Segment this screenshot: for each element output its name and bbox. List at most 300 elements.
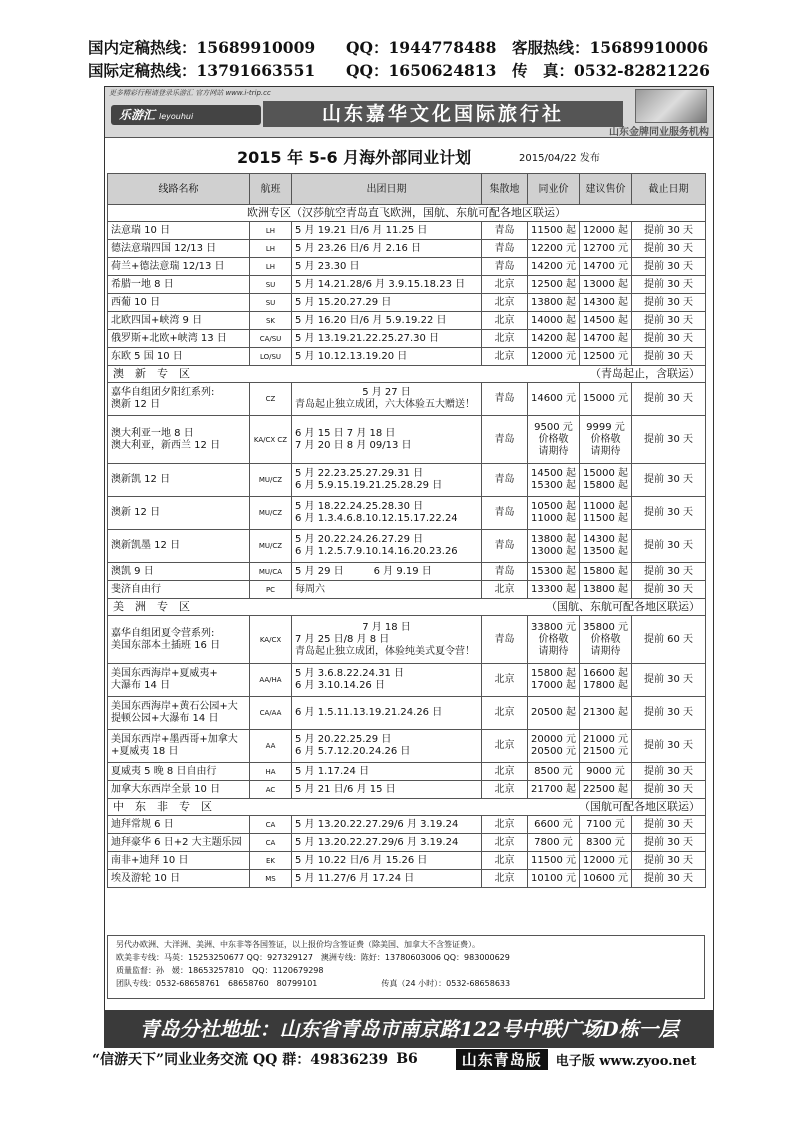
deadline: 提前 30 天 bbox=[632, 330, 706, 348]
departure-dates bbox=[292, 616, 482, 664]
section-title: 欧洲专区（汉莎航空青岛直飞欧洲，国航、东航可配各地区联运） bbox=[247, 206, 566, 219]
flight-code: AC bbox=[250, 781, 292, 799]
flight-code: MU/CZ bbox=[250, 530, 292, 563]
section-title-row bbox=[111, 207, 702, 219]
retail-price bbox=[580, 816, 632, 834]
retail-price bbox=[580, 497, 632, 530]
trade-price-line: 11500 元 bbox=[531, 854, 576, 866]
hotline-block bbox=[88, 36, 728, 82]
departure-dates-line: 6 月 15 日 7 月 18 日 bbox=[295, 427, 396, 439]
hub-city: 北京 bbox=[482, 781, 528, 799]
route-name bbox=[108, 497, 250, 530]
hub-city: 青岛 bbox=[482, 464, 528, 497]
hub-city: 北京 bbox=[482, 816, 528, 834]
deadline: 提前 30 天 bbox=[632, 781, 706, 799]
flight-code: KA/CX CZ bbox=[250, 416, 292, 464]
qq-number: QQ：1650624813 bbox=[346, 61, 497, 80]
route-name-line: 澳新 12 日 bbox=[111, 399, 161, 410]
website: 电子版 www.zyoo.net bbox=[555, 1053, 697, 1069]
retail-price-line: 14300 起 bbox=[583, 296, 628, 308]
trade-price-line: 20000 元 bbox=[531, 734, 576, 745]
departure-dates-line: 5 月 10.22 日/6 月 15.26 日 bbox=[295, 854, 428, 866]
service-hotline: 客服热线：15689910006 bbox=[512, 38, 709, 57]
table-row bbox=[108, 464, 706, 497]
retail-price bbox=[580, 664, 632, 697]
flight-code: KA/CX bbox=[250, 616, 292, 664]
trade-price bbox=[528, 464, 580, 497]
trade-price-line: 14000 起 bbox=[531, 314, 576, 326]
route-name bbox=[108, 312, 250, 330]
flight-code: LH bbox=[250, 222, 292, 240]
retail-price bbox=[580, 852, 632, 870]
agency-name: 山东嘉华文化国际旅行社 bbox=[263, 101, 623, 127]
departure-dates-line: 5 月 23.26 日/6 月 2.16 日 bbox=[295, 242, 422, 254]
table-row bbox=[108, 816, 706, 834]
flight-code: AA/HA bbox=[250, 664, 292, 697]
deadline: 提前 30 天 bbox=[632, 581, 706, 599]
retail-price-line: 12000 元 bbox=[583, 854, 628, 866]
trade-price bbox=[528, 730, 580, 763]
departure-dates-line: 5 月 3.6.8.22.24.31 日 bbox=[295, 668, 405, 679]
route-name bbox=[108, 276, 250, 294]
retail-price bbox=[580, 330, 632, 348]
departure-dates bbox=[292, 563, 482, 581]
route-name bbox=[108, 834, 250, 852]
agency-banner bbox=[105, 87, 713, 138]
trade-price-line: 12500 起 bbox=[531, 278, 576, 290]
route-name-line: 夏威夷 5 晚 8 日自由行 bbox=[111, 765, 217, 777]
hub-city: 青岛 bbox=[482, 497, 528, 530]
domestic-hotline: 国内定稿热线：15689910009 bbox=[88, 38, 316, 57]
trade-price-line: 33800 元 bbox=[531, 621, 576, 633]
trade-price-line: 11000 起 bbox=[531, 513, 576, 524]
retail-price-line: 12700 元 bbox=[583, 242, 628, 254]
retail-price-line: 16600 起 bbox=[583, 668, 628, 679]
trade-price bbox=[528, 697, 580, 730]
deadline: 提前 30 天 bbox=[632, 294, 706, 312]
hub-city: 青岛 bbox=[482, 240, 528, 258]
table-row bbox=[108, 240, 706, 258]
section-note: （国航、东航可配各地区联运） bbox=[546, 600, 700, 613]
route-name-line: 嘉华自组团夏令营系列: bbox=[111, 627, 215, 639]
section-title-cell bbox=[108, 599, 706, 616]
banner-photo bbox=[635, 89, 707, 123]
retail-price-line: 21300 起 bbox=[583, 707, 628, 718]
header-cell: 线路名称 bbox=[108, 174, 250, 205]
route-name-line: 迪拜豪华 6 日+2 大主题乐园 bbox=[111, 836, 242, 848]
retail-price bbox=[580, 416, 632, 464]
retail-price-line: 8300 元 bbox=[586, 836, 625, 848]
table-row bbox=[108, 222, 706, 240]
route-name-line: 美国东西海岸+夏威夷+ bbox=[111, 668, 218, 679]
trade-price-line: 14600 元 bbox=[531, 393, 576, 404]
route-name bbox=[108, 763, 250, 781]
trade-price-line: 15800 起 bbox=[531, 668, 576, 679]
route-name bbox=[108, 697, 250, 730]
table-row bbox=[108, 416, 706, 464]
deadline: 提前 30 天 bbox=[632, 497, 706, 530]
retail-price bbox=[580, 464, 632, 497]
trade-price bbox=[528, 497, 580, 530]
logo-en: leyouhui bbox=[159, 112, 194, 121]
departure-dates-line: 5 月 19.21 日/6 月 11.25 日 bbox=[295, 224, 428, 236]
gold-badge: 山东金牌同业服务机构 bbox=[609, 127, 709, 138]
hub-city: 北京 bbox=[482, 294, 528, 312]
trade-price-line: 6600 元 bbox=[534, 818, 573, 830]
flight-code: HA bbox=[250, 763, 292, 781]
table-row bbox=[108, 497, 706, 530]
hub-city: 青岛 bbox=[482, 222, 528, 240]
retail-price-line: 9000 元 bbox=[586, 765, 625, 777]
departure-dates bbox=[292, 383, 482, 416]
retail-price bbox=[580, 383, 632, 416]
departure-dates-line: 6 月 1.3.4.6.8.10.12.15.17.22.24 bbox=[295, 513, 458, 524]
deadline: 提前 30 天 bbox=[632, 276, 706, 294]
publish-date: 2015/04/22 发布 bbox=[519, 153, 600, 164]
route-name bbox=[108, 294, 250, 312]
header-cell: 航班 bbox=[250, 174, 292, 205]
route-name bbox=[108, 664, 250, 697]
trade-price-line: 价格敬 bbox=[538, 433, 569, 445]
trade-price-line: 请期待 bbox=[538, 445, 569, 457]
retail-price bbox=[580, 697, 632, 730]
trade-price-line: 15300 起 bbox=[531, 565, 576, 577]
retail-price-line: 12500 元 bbox=[583, 350, 628, 362]
trade-price-line: 14500 起 bbox=[531, 468, 576, 479]
retail-price-line: 14700 元 bbox=[583, 260, 628, 272]
route-name-line: 大瀑布 14 日 bbox=[111, 680, 171, 691]
flight-code: AA bbox=[250, 730, 292, 763]
deadline: 提前 30 天 bbox=[632, 416, 706, 464]
retail-price-line: 请期待 bbox=[590, 445, 621, 457]
footnote-line: 质量监督：孙 媛：18653257810 QQ：1120679298 bbox=[116, 966, 324, 975]
advert-frame bbox=[104, 86, 714, 1048]
departure-dates bbox=[292, 276, 482, 294]
banner-slogan: 更多精彩行程请登录乐游汇 官方网站 www.i-trip.cc bbox=[109, 89, 271, 97]
route-name-line: 澳新凯 12 日 bbox=[111, 474, 171, 485]
route-name bbox=[108, 258, 250, 276]
section-title: 美 洲 专 区 bbox=[113, 600, 190, 613]
footnote-line: 团队专线：0532-68658761 68658760 80799101 传真（24 小时）：0532-68658633 bbox=[116, 979, 511, 988]
trade-price-line: 20500 起 bbox=[531, 707, 576, 718]
departure-dates-line: 5 月 21 日/6 月 15 日 bbox=[295, 783, 396, 795]
departure-dates-line: 5 月 16.20 日/6 月 5.9.19.22 日 bbox=[295, 314, 447, 326]
trade-price bbox=[528, 416, 580, 464]
departure-dates-line: 6 月 5.9.15.19.21.25.28.29 日 bbox=[295, 480, 443, 491]
trade-price-line: 14200 元 bbox=[531, 260, 576, 272]
table-row bbox=[108, 763, 706, 781]
departure-dates-line: 5 月 13.20.22.27.29/6 月 3.19.24 bbox=[295, 836, 459, 848]
section-header bbox=[108, 366, 706, 383]
departure-dates bbox=[292, 530, 482, 563]
route-name bbox=[108, 240, 250, 258]
hub-city: 北京 bbox=[482, 664, 528, 697]
route-name-line: 希腊一地 8 日 bbox=[111, 278, 174, 290]
trade-price-line: 12200 元 bbox=[531, 242, 576, 254]
route-name-line: 美国东西海岸+黄石公园+大 bbox=[111, 701, 238, 712]
trade-price bbox=[528, 348, 580, 366]
departure-dates-line: 7 月 25 日/8 月 8 日 bbox=[295, 633, 390, 645]
trade-price bbox=[528, 870, 580, 888]
retail-price bbox=[580, 563, 632, 581]
departure-dates bbox=[292, 852, 482, 870]
departure-dates-line: 5 月 13.19.21.22.25.27.30 日 bbox=[295, 332, 440, 344]
section-title: 中 东 非 专 区 bbox=[113, 800, 212, 813]
trade-price-line: 17000 起 bbox=[531, 680, 576, 691]
departure-dates-line: 7 月 18 日 bbox=[362, 621, 411, 633]
route-name-line: 荷兰+德法意瑞 12/13 日 bbox=[111, 260, 225, 272]
retail-price bbox=[580, 348, 632, 366]
trade-price-line: 20500 元 bbox=[531, 746, 576, 757]
retail-price-line: 35800 元 bbox=[583, 621, 628, 633]
departure-dates bbox=[292, 464, 482, 497]
route-name bbox=[108, 330, 250, 348]
retail-price-line: 14700 起 bbox=[583, 332, 628, 344]
route-name-line: 提顿公园+大瀑布 14 日 bbox=[111, 713, 219, 724]
table-row bbox=[108, 697, 706, 730]
route-name bbox=[108, 530, 250, 563]
flight-code: MS bbox=[250, 870, 292, 888]
departure-dates-line: 5 月 27 日 bbox=[362, 387, 411, 398]
retail-price-line: 14500 起 bbox=[583, 314, 628, 326]
departure-dates bbox=[292, 312, 482, 330]
deadline: 提前 30 天 bbox=[632, 834, 706, 852]
departure-dates-line: 5 月 10.12.13.19.20 日 bbox=[295, 350, 408, 362]
deadline: 提前 30 天 bbox=[632, 816, 706, 834]
table-row bbox=[108, 258, 706, 276]
retail-price bbox=[580, 781, 632, 799]
hub-city: 青岛 bbox=[482, 258, 528, 276]
route-name-line: 北欧四国+峡湾 9 日 bbox=[111, 314, 203, 326]
trade-price bbox=[528, 852, 580, 870]
retail-price-line: 11000 起 bbox=[583, 501, 628, 512]
route-table bbox=[107, 173, 706, 888]
deadline: 提前 30 天 bbox=[632, 870, 706, 888]
departure-note: 青岛起止独立成团，体验纯美式夏令营！ bbox=[295, 645, 475, 657]
retail-price bbox=[580, 834, 632, 852]
edition-label: 山东青岛版 bbox=[456, 1049, 548, 1070]
hub-city: 北京 bbox=[482, 348, 528, 366]
retail-price bbox=[580, 581, 632, 599]
trade-price bbox=[528, 258, 580, 276]
retail-price bbox=[580, 312, 632, 330]
trade-price-line: 10100 元 bbox=[531, 872, 576, 884]
retail-price-line: 17800 起 bbox=[583, 680, 628, 691]
retail-price bbox=[580, 258, 632, 276]
retail-price bbox=[580, 222, 632, 240]
trade-price-line: 8500 元 bbox=[534, 765, 573, 777]
trade-price-line: 9500 元 bbox=[534, 421, 573, 433]
retail-price-line: 14300 起 bbox=[583, 534, 628, 545]
flight-code: CA bbox=[250, 816, 292, 834]
retail-price-line: 21000 元 bbox=[583, 734, 628, 745]
route-name-line: 美国东西岸+墨西哥+加拿大 bbox=[111, 734, 238, 745]
departure-dates bbox=[292, 497, 482, 530]
departure-dates bbox=[292, 730, 482, 763]
departure-dates-line: 5 月 18.22.24.25.28.30 日 bbox=[295, 501, 424, 512]
retail-price-line: 15000 元 bbox=[583, 393, 628, 404]
trade-price bbox=[528, 616, 580, 664]
deadline: 提前 60 天 bbox=[632, 616, 706, 664]
departure-dates bbox=[292, 763, 482, 781]
deadline: 提前 30 天 bbox=[632, 222, 706, 240]
departure-dates-line: 6 月 3.10.14.26 日 bbox=[295, 680, 385, 691]
footnote-block bbox=[107, 935, 705, 999]
hub-city: 北京 bbox=[482, 730, 528, 763]
retail-price-line: 22500 起 bbox=[583, 783, 628, 795]
departure-dates-line: 5 月 20.22.25.29 日 bbox=[295, 734, 392, 745]
fax-number: 传 真：0532-82821226 bbox=[512, 61, 710, 80]
hub-city: 北京 bbox=[482, 870, 528, 888]
hub-city: 青岛 bbox=[482, 616, 528, 664]
leyouhui-logo bbox=[111, 105, 261, 125]
hub-city: 北京 bbox=[482, 330, 528, 348]
section-header bbox=[108, 799, 706, 816]
retail-price bbox=[580, 870, 632, 888]
retail-price-line: 15000 起 bbox=[583, 468, 628, 479]
retail-price-line: 15800 起 bbox=[583, 565, 628, 577]
route-name-line: 澳新 12 日 bbox=[111, 507, 161, 518]
trade-price bbox=[528, 222, 580, 240]
flight-code: PC bbox=[250, 581, 292, 599]
route-name bbox=[108, 416, 250, 464]
doc-title-bar bbox=[105, 145, 713, 169]
flight-code: LH bbox=[250, 258, 292, 276]
route-name bbox=[108, 852, 250, 870]
trade-price bbox=[528, 383, 580, 416]
departure-dates-line: 5 月 13.20.22.27.29/6 月 3.19.24 bbox=[295, 818, 459, 830]
trade-price bbox=[528, 294, 580, 312]
trade-price bbox=[528, 834, 580, 852]
trade-price bbox=[528, 276, 580, 294]
route-name bbox=[108, 616, 250, 664]
departure-dates bbox=[292, 581, 482, 599]
hub-city: 青岛 bbox=[482, 563, 528, 581]
route-name bbox=[108, 383, 250, 416]
retail-price bbox=[580, 294, 632, 312]
departure-dates bbox=[292, 416, 482, 464]
retail-price-line: 价格敬 bbox=[590, 633, 621, 645]
departure-dates bbox=[292, 330, 482, 348]
trade-price-line: 13300 起 bbox=[531, 583, 576, 595]
section-title-row bbox=[111, 368, 702, 380]
header-cell: 同业价 bbox=[528, 174, 580, 205]
route-name bbox=[108, 870, 250, 888]
footnote-line: 欧美非专线：马英：15253250677 QQ：927329127 澳洲专线：陈好：13780603006 QQ：983000629 bbox=[116, 953, 510, 962]
doc-title: 2015 年 5-6 月海外部同业计划 bbox=[237, 148, 472, 167]
departure-dates-line: 5 月 20.22.24.26.27.29 日 bbox=[295, 534, 424, 545]
flight-code: CA/SU bbox=[250, 330, 292, 348]
trade-price-line: 14200 起 bbox=[531, 332, 576, 344]
qq-number: QQ：1944778488 bbox=[346, 38, 497, 57]
table-row bbox=[108, 581, 706, 599]
trade-price bbox=[528, 563, 580, 581]
hotline-row bbox=[88, 36, 728, 59]
retail-price-line: 15800 起 bbox=[583, 480, 628, 491]
table-row bbox=[108, 834, 706, 852]
section-note: （青岛起止，含联运） bbox=[590, 367, 700, 380]
section-header bbox=[108, 205, 706, 222]
flight-code: SU bbox=[250, 294, 292, 312]
departure-dates-line: 5 月 22.23.25.27.29.31 日 bbox=[295, 468, 424, 479]
retail-price-line: 13500 起 bbox=[583, 546, 628, 557]
hub-city: 北京 bbox=[482, 697, 528, 730]
section-title: 澳 新 专 区 bbox=[113, 367, 190, 380]
table-row bbox=[108, 781, 706, 799]
flight-code: MU/CZ bbox=[250, 497, 292, 530]
flight-code: CA bbox=[250, 834, 292, 852]
departure-dates bbox=[292, 294, 482, 312]
trade-price bbox=[528, 781, 580, 799]
route-name-line: 迪拜常规 6 日 bbox=[111, 818, 174, 830]
hub-city: 北京 bbox=[482, 834, 528, 852]
branch-address: 青岛分社地址：山东省青岛市南京路122号中联广场D栋一层 bbox=[104, 1010, 714, 1048]
table-row bbox=[108, 330, 706, 348]
retail-price bbox=[580, 616, 632, 664]
hub-city: 北京 bbox=[482, 763, 528, 781]
trade-price bbox=[528, 816, 580, 834]
route-name-line: 斐济自由行 bbox=[111, 583, 161, 595]
header-cell: 建议售价 bbox=[580, 174, 632, 205]
flight-code: LH bbox=[250, 240, 292, 258]
departure-dates bbox=[292, 348, 482, 366]
retail-price-line: 请期待 bbox=[590, 645, 621, 657]
deadline: 提前 30 天 bbox=[632, 530, 706, 563]
departure-dates-line: 6 月 5.7.12.20.24.26 日 bbox=[295, 746, 411, 757]
header-cell: 集散地 bbox=[482, 174, 528, 205]
table-row bbox=[108, 530, 706, 563]
hub-city: 北京 bbox=[482, 852, 528, 870]
route-name bbox=[108, 348, 250, 366]
route-name-line: 美国东部本土插班 16 日 bbox=[111, 639, 221, 651]
table-row bbox=[108, 348, 706, 366]
departure-dates bbox=[292, 781, 482, 799]
table-row bbox=[108, 383, 706, 416]
flight-code: CZ bbox=[250, 383, 292, 416]
hub-city: 青岛 bbox=[482, 383, 528, 416]
table-row bbox=[108, 312, 706, 330]
trade-price-line: 10500 起 bbox=[531, 501, 576, 512]
table-row bbox=[108, 616, 706, 664]
section-header bbox=[108, 599, 706, 616]
departure-dates bbox=[292, 258, 482, 276]
retail-price-line: 13000 起 bbox=[583, 278, 628, 290]
route-name-line: 澳大利亚，新西兰 12 日 bbox=[111, 439, 221, 451]
table-row bbox=[108, 730, 706, 763]
route-name-line: 德法意瑞四国 12/13 日 bbox=[111, 242, 217, 254]
departure-dates-line: 每周六 bbox=[295, 583, 325, 595]
trade-price bbox=[528, 664, 580, 697]
departure-dates-line: 5 月 1.17.24 日 bbox=[295, 765, 370, 777]
route-name-line: 西葡 10 日 bbox=[111, 296, 161, 308]
route-name bbox=[108, 781, 250, 799]
route-name-line: +夏威夷 18 日 bbox=[111, 746, 179, 757]
header-cell: 截止日期 bbox=[632, 174, 706, 205]
deadline: 提前 30 天 bbox=[632, 312, 706, 330]
retail-price-line: 11500 起 bbox=[583, 513, 628, 524]
trade-price bbox=[528, 581, 580, 599]
deadline: 提前 30 天 bbox=[632, 258, 706, 276]
section-title-cell bbox=[108, 799, 706, 816]
deadline: 提前 30 天 bbox=[632, 664, 706, 697]
table-row bbox=[108, 664, 706, 697]
deadline: 提前 30 天 bbox=[632, 763, 706, 781]
departure-dates bbox=[292, 816, 482, 834]
trade-price-line: 11500 起 bbox=[531, 224, 576, 236]
deadline: 提前 30 天 bbox=[632, 563, 706, 581]
retail-price bbox=[580, 240, 632, 258]
route-name bbox=[108, 464, 250, 497]
